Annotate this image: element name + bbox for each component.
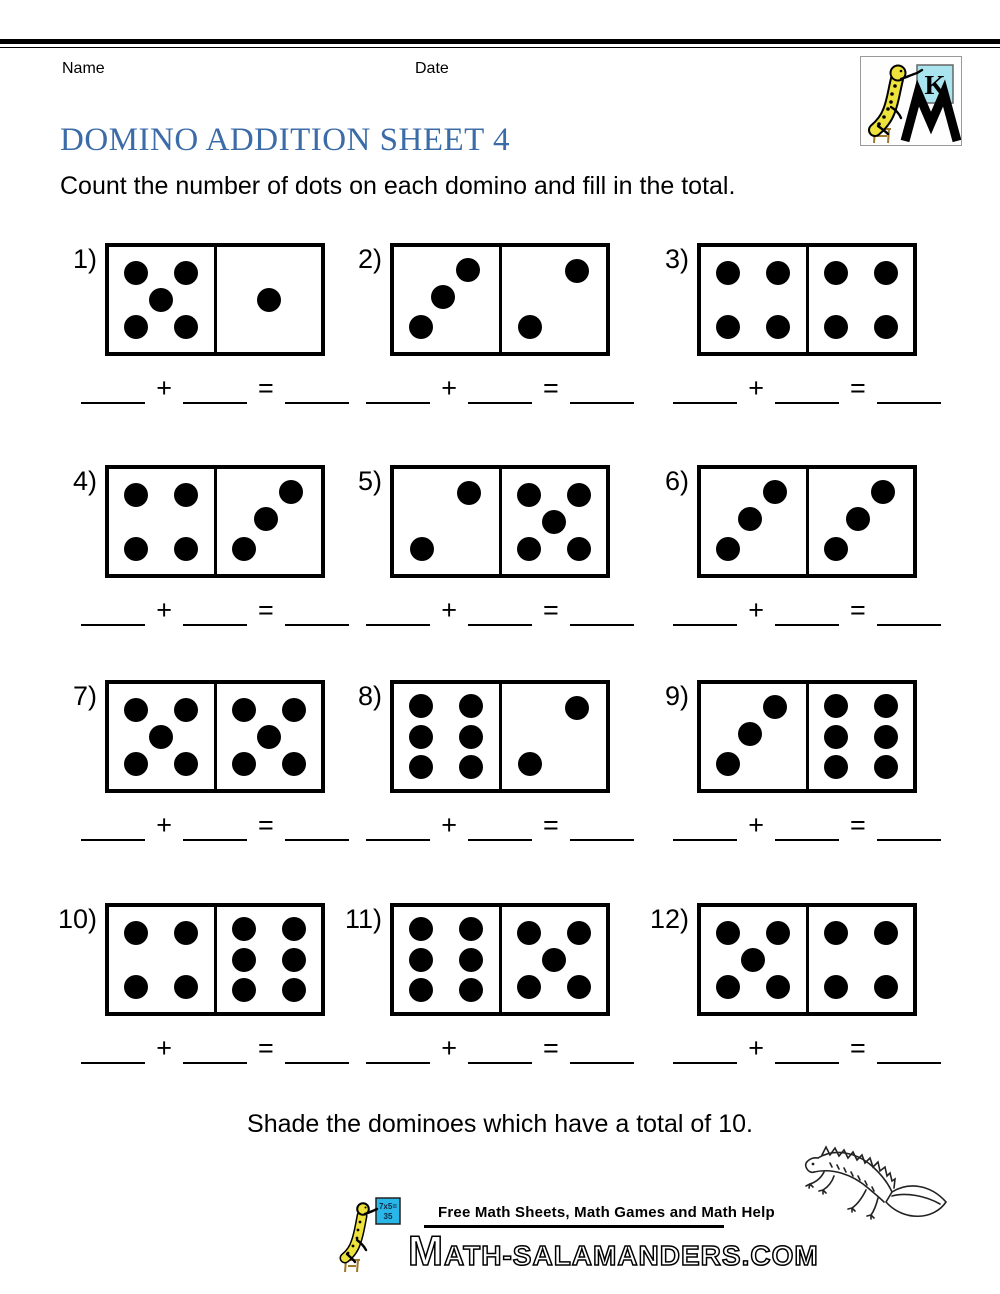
equation <box>65 373 365 404</box>
pip <box>459 755 483 779</box>
pip <box>874 921 898 945</box>
equation <box>65 810 365 841</box>
plus-sign: + <box>441 810 457 840</box>
pip <box>518 752 542 776</box>
plus-sign: + <box>441 373 457 403</box>
answer-blank[interactable] <box>877 815 941 841</box>
pip <box>738 507 762 531</box>
pip <box>257 725 281 749</box>
domino[interactable] <box>105 465 325 578</box>
pip <box>124 261 148 285</box>
pip <box>824 261 848 285</box>
pip <box>232 537 256 561</box>
problem-number: 9) <box>664 681 689 711</box>
site-name-rest: ATH-SALAMANDERS.COM <box>444 1240 819 1271</box>
pip <box>124 975 148 999</box>
equation <box>350 810 650 841</box>
domino-left-half <box>394 684 502 789</box>
domino-left-half <box>109 247 217 352</box>
domino-left-half <box>109 907 217 1012</box>
worksheet-instruction: Count the number of dots on each domino and fill in the total. <box>60 172 736 200</box>
pip <box>874 975 898 999</box>
domino-right-half <box>502 247 607 352</box>
pip <box>738 722 762 746</box>
answer-blank[interactable] <box>468 1038 532 1064</box>
pip <box>174 483 198 507</box>
pip <box>124 921 148 945</box>
answer-blank[interactable] <box>366 378 430 404</box>
answer-blank[interactable] <box>877 600 941 626</box>
plus-sign: + <box>748 595 764 625</box>
domino-left-half <box>701 907 809 1012</box>
answer-blank[interactable] <box>468 378 532 404</box>
equals-sign: = <box>258 810 274 840</box>
problem-number: 6) <box>664 466 689 496</box>
domino-left-half <box>394 247 502 352</box>
plus-sign: + <box>156 810 172 840</box>
problem-number: 8) <box>357 681 382 711</box>
problem-number: 10) <box>57 904 97 934</box>
pip <box>824 755 848 779</box>
pip <box>565 259 589 283</box>
pip <box>282 917 306 941</box>
answer-blank[interactable] <box>285 378 349 404</box>
pip <box>124 315 148 339</box>
pip <box>457 481 481 505</box>
equals-sign: = <box>258 595 274 625</box>
pip <box>565 696 589 720</box>
answer-blank[interactable] <box>468 815 532 841</box>
equals-sign: = <box>850 1033 866 1063</box>
pip <box>232 698 256 722</box>
pip <box>232 752 256 776</box>
answer-blank[interactable] <box>285 815 349 841</box>
pip <box>409 948 433 972</box>
answer-blank[interactable] <box>183 1038 247 1064</box>
answer-blank[interactable] <box>877 1038 941 1064</box>
domino[interactable] <box>105 680 325 793</box>
domino[interactable] <box>697 465 917 578</box>
pip <box>716 537 740 561</box>
equals-sign: = <box>258 373 274 403</box>
pip <box>517 537 541 561</box>
pip <box>716 315 740 339</box>
answer-blank[interactable] <box>877 378 941 404</box>
plus-sign: + <box>156 1033 172 1063</box>
answer-blank[interactable] <box>775 600 839 626</box>
problem-number: 12) <box>649 904 689 934</box>
equation <box>657 373 957 404</box>
equals-sign: = <box>258 1033 274 1063</box>
pip <box>542 510 566 534</box>
domino-left-half <box>394 469 502 574</box>
footer-board-line2: 35 <box>383 1212 393 1221</box>
pip <box>174 315 198 339</box>
domino-right-half <box>217 684 322 789</box>
answer-blank[interactable] <box>673 815 737 841</box>
domino-left-half <box>394 907 502 1012</box>
answer-blank[interactable] <box>81 815 145 841</box>
answer-blank[interactable] <box>366 600 430 626</box>
pip <box>741 948 765 972</box>
equals-sign: = <box>850 810 866 840</box>
domino-right-half <box>502 469 607 574</box>
domino[interactable] <box>390 903 610 1016</box>
answer-blank[interactable] <box>570 815 634 841</box>
pip <box>716 921 740 945</box>
pip <box>766 975 790 999</box>
answer-blank[interactable] <box>570 378 634 404</box>
pip <box>459 725 483 749</box>
equals-sign: = <box>543 595 559 625</box>
pip <box>874 694 898 718</box>
pip <box>763 480 787 504</box>
site-name-initial: M <box>408 1227 444 1274</box>
footer-tagline: Free Math Sheets, Math Games and Math Help <box>438 1204 775 1221</box>
domino[interactable] <box>697 680 917 793</box>
domino-left-half <box>109 684 217 789</box>
answer-blank[interactable] <box>81 1038 145 1064</box>
pip <box>459 694 483 718</box>
pip <box>409 978 433 1002</box>
domino-right-half <box>217 907 322 1012</box>
pip <box>409 725 433 749</box>
math-salamanders-logo <box>860 56 962 146</box>
pip <box>846 507 870 531</box>
domino[interactable] <box>390 465 610 578</box>
pip <box>766 261 790 285</box>
domino[interactable] <box>697 903 917 1016</box>
answer-blank[interactable] <box>285 1038 349 1064</box>
domino-right-half <box>809 247 914 352</box>
pip <box>824 725 848 749</box>
site-name <box>408 1228 819 1274</box>
plus-sign: + <box>748 810 764 840</box>
pip <box>766 921 790 945</box>
pip <box>232 948 256 972</box>
plus-sign: + <box>748 373 764 403</box>
domino-right-half <box>502 907 607 1012</box>
pip <box>174 752 198 776</box>
pip <box>174 975 198 999</box>
date-label: Date <box>415 60 449 77</box>
plus-sign: + <box>156 373 172 403</box>
pip <box>431 285 455 309</box>
answer-blank[interactable] <box>366 815 430 841</box>
name-label: Name <box>62 60 105 77</box>
equation <box>657 810 957 841</box>
equation <box>65 595 365 626</box>
pip <box>716 975 740 999</box>
pip <box>542 948 566 972</box>
problem-number: 4) <box>72 466 97 496</box>
pip <box>871 480 895 504</box>
pip <box>409 315 433 339</box>
problem-number: 11) <box>344 904 382 934</box>
pip <box>517 483 541 507</box>
answer-blank[interactable] <box>183 378 247 404</box>
domino-right-half <box>217 469 322 574</box>
answer-blank[interactable] <box>366 1038 430 1064</box>
pip <box>409 694 433 718</box>
plus-sign: + <box>748 1033 764 1063</box>
equation <box>657 595 957 626</box>
domino-right-half <box>809 469 914 574</box>
pip <box>874 725 898 749</box>
equation <box>350 373 650 404</box>
domino[interactable] <box>105 903 325 1016</box>
answer-blank[interactable] <box>775 1038 839 1064</box>
equals-sign: = <box>850 373 866 403</box>
pip <box>149 725 173 749</box>
pip <box>282 698 306 722</box>
top-rule-thin <box>0 47 1000 48</box>
equals-sign: = <box>543 810 559 840</box>
shade-instruction: Shade the dominoes which have a total of 10. <box>247 1110 753 1138</box>
pip <box>824 694 848 718</box>
domino-left-half <box>701 469 809 574</box>
pip <box>716 752 740 776</box>
pip <box>282 752 306 776</box>
plus-sign: + <box>441 595 457 625</box>
answer-blank[interactable] <box>775 378 839 404</box>
pip <box>124 483 148 507</box>
pip <box>459 917 483 941</box>
equals-sign: = <box>543 1033 559 1063</box>
pip <box>874 261 898 285</box>
answer-blank[interactable] <box>183 815 247 841</box>
pip <box>124 698 148 722</box>
pip <box>567 921 591 945</box>
domino[interactable] <box>390 680 610 793</box>
pip <box>174 921 198 945</box>
salamander-mascot-icon <box>861 57 961 145</box>
pip <box>459 978 483 1002</box>
pip <box>567 537 591 561</box>
domino-right-half <box>502 684 607 789</box>
footer-logo <box>336 1196 819 1276</box>
answer-blank[interactable] <box>81 600 145 626</box>
pip <box>567 975 591 999</box>
pip <box>409 917 433 941</box>
pip <box>279 480 303 504</box>
pip <box>874 755 898 779</box>
problem-number: 2) <box>357 244 382 274</box>
pip <box>174 698 198 722</box>
pip <box>257 288 281 312</box>
pip <box>410 537 434 561</box>
pip <box>409 755 433 779</box>
equation <box>350 595 650 626</box>
domino-right-half <box>809 684 914 789</box>
pip <box>874 315 898 339</box>
pip <box>174 261 198 285</box>
pip <box>567 483 591 507</box>
answer-blank[interactable] <box>81 378 145 404</box>
pip <box>282 978 306 1002</box>
pip <box>174 537 198 561</box>
top-rule-thick <box>0 39 1000 44</box>
equation <box>657 1033 957 1064</box>
problem-number: 1) <box>72 244 97 274</box>
answer-blank[interactable] <box>673 378 737 404</box>
answer-blank[interactable] <box>570 600 634 626</box>
domino[interactable] <box>390 243 610 356</box>
pip <box>824 537 848 561</box>
pip <box>456 258 480 282</box>
domino-left-half <box>701 684 809 789</box>
answer-blank[interactable] <box>673 600 737 626</box>
pip <box>824 921 848 945</box>
pip <box>517 921 541 945</box>
pip <box>124 537 148 561</box>
answer-blank[interactable] <box>673 1038 737 1064</box>
pip <box>766 315 790 339</box>
pip <box>282 948 306 972</box>
pip <box>232 978 256 1002</box>
problem-number: 5) <box>357 466 382 496</box>
pip <box>254 507 278 531</box>
pip <box>518 315 542 339</box>
page-title: DOMINO ADDITION SHEET 4 <box>60 122 510 158</box>
problem-number: 3) <box>664 244 689 274</box>
domino-right-half <box>217 247 322 352</box>
problem-number: 7) <box>72 681 97 711</box>
domino-left-half <box>109 469 217 574</box>
pip <box>459 948 483 972</box>
plus-sign: + <box>441 1033 457 1063</box>
domino-left-half <box>701 247 809 352</box>
footer-text <box>408 1196 819 1274</box>
answer-blank[interactable] <box>183 600 247 626</box>
pip <box>149 288 173 312</box>
domino-right-half <box>809 907 914 1012</box>
pip <box>124 752 148 776</box>
pip <box>824 975 848 999</box>
domino[interactable] <box>105 243 325 356</box>
plus-sign: + <box>156 595 172 625</box>
equals-sign: = <box>850 595 866 625</box>
pip <box>763 695 787 719</box>
answer-blank[interactable] <box>468 600 532 626</box>
footer-board-line1: 7x5= <box>378 1202 398 1211</box>
answer-blank[interactable] <box>570 1038 634 1064</box>
salamander-mascot-icon <box>336 1196 402 1276</box>
equation <box>65 1033 365 1064</box>
equals-sign: = <box>543 373 559 403</box>
domino[interactable] <box>697 243 917 356</box>
logo-board-letter: K <box>924 70 946 100</box>
equation <box>350 1033 650 1064</box>
answer-blank[interactable] <box>775 815 839 841</box>
answer-blank[interactable] <box>285 600 349 626</box>
pip <box>517 975 541 999</box>
newt-sketch-icon <box>800 1126 960 1231</box>
pip <box>824 315 848 339</box>
pip <box>232 917 256 941</box>
pip <box>716 261 740 285</box>
